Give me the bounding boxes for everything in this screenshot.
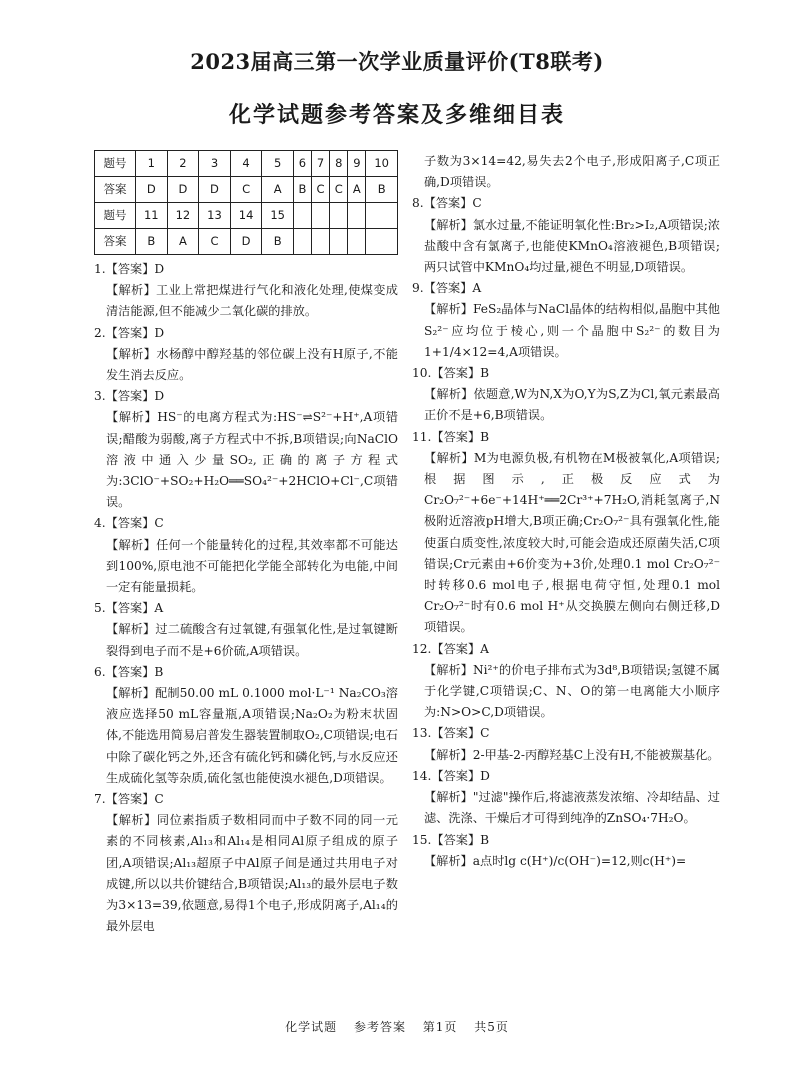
answer-table-row-label: 题号 — [95, 203, 136, 229]
question-answer: 6.【答案】B — [94, 664, 164, 679]
answer-table-cell: 3 — [199, 151, 231, 177]
answer-table-cell: D — [167, 177, 199, 203]
answer-table-cell: 9 — [348, 151, 366, 177]
question-analysis: 【解析】任何一个能量转化的过程,其效率都不可能达到100%,原电池不可能把化学能全部转化为电能,中间一定有能量损耗。 — [106, 537, 398, 595]
answer-table-row-label: 答案 — [95, 229, 136, 255]
answer-table-cell: D — [199, 177, 231, 203]
question-answer: 13.【答案】C — [412, 726, 490, 741]
answer-table-row — [95, 151, 398, 177]
answer-table-row — [95, 203, 398, 229]
question-analysis: 【解析】a点时lg c(H⁺)/c(OH⁻)=12,则c(H⁺)= — [424, 853, 687, 868]
question-analysis: 【解析】工业上常把煤进行气化和液化处理,使煤变成清洁能源,但不能减少二氧化碳的排放。 — [106, 283, 398, 319]
answer-table-cell: 10 — [366, 151, 398, 177]
footer-page: 第1页 — [422, 1020, 458, 1034]
answer-table-cell — [366, 203, 398, 229]
answer-table-cell — [311, 229, 329, 255]
question-answer: 12.【答案】A — [412, 641, 489, 656]
left-column-content — [94, 259, 398, 938]
answer-table-cell: 7 — [311, 151, 329, 177]
answer-table-cell: A — [348, 177, 366, 203]
question-analysis: 【解析】M为电源负极,有机物在M极被氧化,A项错误;根据图示,正极反应式为Cr₂O₇²⁻+6e⁻+14H⁺══2Cr³⁺+7H₂O,消耗氢离子,N极附近溶液pH增大,B项正确;Cr₂O₇²⁻具有强氧化性,能使蛋白质变性,浓度较大时,可能会造成还原菌失活,C项错误;Cr元素由+6价变为+3价,处理0.1 mol Cr₂O₇²⁻时转移0.6 mol电子,根据电荷守恒,处理0.1 mol Cr₂O₇²⁻时有0.6 mol H⁺从交换膜左侧向右侧迁移,D项错误。 — [424, 450, 720, 635]
question-analysis: 【解析】水杨醇中醇羟基的邻位碳上没有H原子,不能发生消去反应。 — [106, 346, 398, 383]
right-column — [412, 151, 720, 872]
answer-table-cell: 11 — [136, 203, 168, 229]
question-answer: 9.【答案】A — [412, 281, 482, 296]
question-analysis: 【解析】依题意,W为N,X为O,Y为S,Z为Cl,氧元素最高正价不是+6,B项错误。 — [424, 387, 720, 423]
footer-total: 共5页 — [474, 1020, 509, 1034]
answer-table-cell: 6 — [293, 151, 311, 177]
answer-table-cell: C — [199, 229, 231, 255]
question-answer: 10.【答案】B — [412, 366, 490, 381]
answer-table-cell: 13 — [199, 203, 231, 229]
question-analysis: 【解析】过二硫酸含有过氧键,有强氧化性,是过氧键断裂得到电子而不是+6价硫,A项错误。 — [106, 622, 398, 658]
answer-table-cell: A — [262, 177, 294, 203]
question-analysis: 【解析】Ni²⁺的价电子排布式为3d⁸,B项错误;氢键不属于化学键,C项错误;C、N、O的第一电离能大小顺序为:N>O>C,D项错误。 — [424, 662, 720, 720]
answer-table-cell — [330, 229, 348, 255]
answer-table-cell: A — [167, 229, 199, 255]
answer-table-cell: 5 — [262, 151, 294, 177]
answer-table-cell: 2 — [167, 151, 199, 177]
answer-table — [94, 150, 398, 255]
answer-table-cell: B — [366, 177, 398, 203]
left-column — [94, 150, 398, 938]
answer-table-row-label: 题号 — [95, 151, 136, 177]
answer-table-row-label: 答案 — [95, 177, 136, 203]
answer-table-cell — [293, 203, 311, 229]
footer-kind: 参考答案 — [353, 1020, 406, 1034]
question-answer: 15.【答案】B — [412, 832, 490, 847]
question-analysis: 【解析】配制50.00 mL 0.1000 mol·L⁻¹ Na₂CO₃溶液应选择50 mL容量瓶,A项错误;Na₂O₂为粉末状固体,不能选用简易启普发生器装置制取O₂,C项错误;电石中除了碳化钙之外,还含有硫化钙和磷化钙,与水反应还生成硫化氢等杂质,硫化氢也能使溴水褪色,D项错误。 — [106, 686, 398, 785]
answer-table-cell: 14 — [230, 203, 262, 229]
question-analysis: 【解析】氯水过量,不能证明氧化性:Br₂>I₂,A项错误;浓盐酸中含有氯离子,也能使KMnO₄溶液褪色,B项错误;两只试管中KMnO₄均过量,褪色不明显,D项错误。 — [424, 217, 720, 275]
question-answer: 11.【答案】B — [412, 429, 490, 444]
answer-table-cell — [348, 229, 366, 255]
question-answer: 8.【答案】C — [412, 196, 482, 211]
answer-table-cell — [348, 203, 366, 229]
answer-table-cell: B — [293, 177, 311, 203]
answer-table-row — [95, 229, 398, 255]
question-analysis: 【解析】2-甲基-2-丙醇羟基C上没有H,不能被羰基化。 — [424, 747, 720, 762]
footer-subject: 化学试题 — [285, 1020, 338, 1034]
answer-table-cell: D — [230, 229, 262, 255]
document-title: 2023届高三第一次学业质量评价(T8联考) — [190, 49, 604, 74]
answer-table-cell: 1 — [136, 151, 168, 177]
answer-table-cell — [366, 229, 398, 255]
question-answer: 5.【答案】A — [94, 601, 164, 616]
document-subtitle: 化学试题参考答案及多维细目表 — [228, 103, 565, 128]
answer-table-cell: C — [330, 177, 348, 203]
question-answer: 3.【答案】D — [94, 389, 165, 404]
answer-table-cell: B — [262, 229, 294, 255]
answer-table-cell: 12 — [167, 203, 199, 229]
answer-table-cell: 8 — [330, 151, 348, 177]
question-analysis: 【解析】FeS₂晶体与NaCl晶体的结构相似,晶胞中其他S₂²⁻应均位于棱心,则一个晶胞中S₂²⁻的数目为1+1/4×12=4,A项错误。 — [424, 302, 720, 359]
question-analysis: 子数为3×14=42,易失去2个电子,形成阳离子,C项正确,D项错误。 — [424, 154, 720, 190]
answer-table-cell: 4 — [230, 151, 262, 177]
question-answer: 14.【答案】D — [412, 768, 490, 783]
page-footer — [0, 1018, 794, 1035]
question-analysis: 【解析】"过滤"操作后,将滤液蒸发浓缩、冷却结晶、过滤、洗涤、干燥后才可得到纯净的ZnSO₄·7H₂O。 — [424, 790, 720, 826]
answer-table-cell: C — [230, 177, 262, 203]
answer-table-cell: C — [311, 177, 329, 203]
question-answer: 2.【答案】D — [94, 325, 165, 340]
right-column-content — [412, 151, 720, 872]
answer-table-cell: B — [136, 229, 168, 255]
answer-table-cell — [311, 203, 329, 229]
question-answer: 1.【答案】D — [94, 262, 165, 276]
answer-table-row — [95, 177, 398, 203]
question-analysis: 【解析】同位素指质子数相同而中子数不同的同一元素的不同核素,Al₁₃和Al₁₄是相同Al原子组成的原子团,A项错误;Al₁₃超原子中Al原子间是通过共用电子对成键,所以以共价键结合,B项错误;Al₁₃的最外层电子数为3×13=39,依题意,易得1个电子,形成阴离子,Al₁₄的最外层电 — [106, 813, 398, 934]
question-answer: 4.【答案】C — [94, 516, 164, 531]
answer-table-cell — [330, 203, 348, 229]
question-analysis: 【解析】HS⁻的电离方程式为:HS⁻⇌S²⁻+H⁺,A项错误;醋酸为弱酸,离子方程式中不拆,B项错误;向NaClO溶液中通入少量SO₂,正确的离子方程式为:3ClO⁻+SO₂+H₂O══SO₄²⁻+2HClO+Cl⁻,C项错误。 — [106, 410, 398, 510]
answer-table-cell — [293, 229, 311, 255]
answer-table-cell: 15 — [262, 203, 294, 229]
answer-table-cell: D — [136, 177, 168, 203]
question-answer: 7.【答案】C — [94, 792, 164, 807]
